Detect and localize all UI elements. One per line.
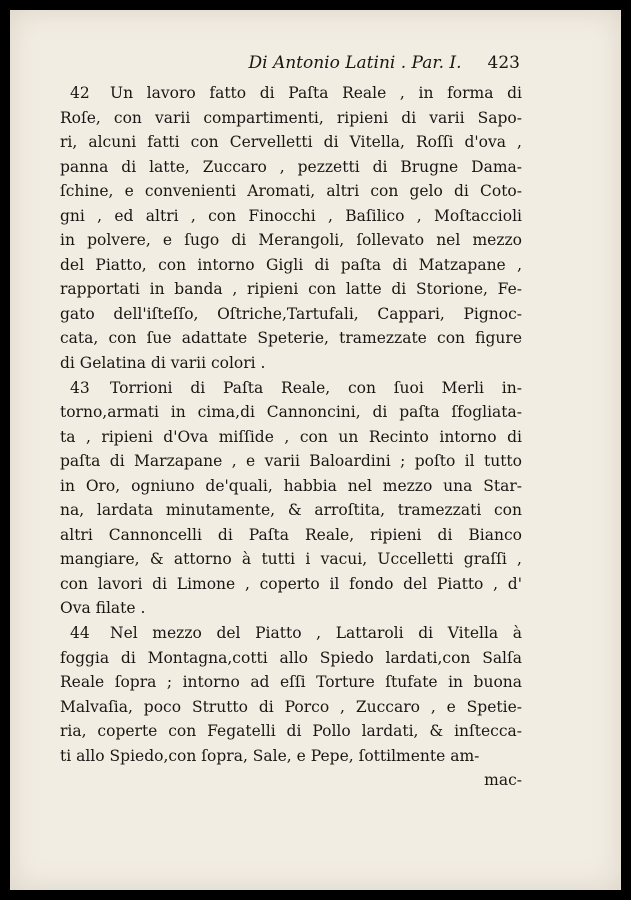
line-text: rapportati in banda , ripieni con latte di Storione, Fe-	[60, 280, 522, 299]
text-line	[60, 744, 522, 769]
text-line	[60, 695, 522, 720]
text-line	[60, 400, 522, 425]
line-text: ſchine, e convenienti Aromati, altri con gelo di Coto-	[60, 182, 522, 201]
text-line	[60, 572, 522, 597]
line-text: del Piatto, con intorno Gigli di paſta di Matzapane ,	[60, 255, 522, 274]
text-line	[60, 253, 522, 278]
line-text: Nel mezzo del Piatto , Lattaroli di Vitella à	[110, 624, 522, 643]
text-line	[60, 326, 522, 351]
line-text: di Gelatina di varii colori .	[60, 354, 266, 373]
text-line	[60, 449, 522, 474]
line-text: ri, alcuni fatti con Cervelletti di Vitella, Roſſi d'ova ,	[60, 133, 522, 152]
entry-number: 42	[70, 84, 90, 102]
running-title: Di Antonio Latini . Par. I.	[248, 53, 462, 73]
page-number: 423	[487, 53, 520, 73]
text-line	[60, 106, 522, 131]
line-text: Reale ſopra ; intorno ad eſſi Torture ſtufate in buona	[60, 673, 522, 692]
text-line	[60, 621, 522, 646]
text-line	[60, 425, 522, 450]
recipe-entry	[60, 621, 522, 768]
recipe-entry	[60, 376, 522, 621]
line-text: ria, coperte con Fegatelli di Pollo lardati, & inſtecca-	[60, 722, 522, 741]
line-text: paſta di Marzapane , e varii Baloardini ; poſto il tutto	[60, 452, 522, 471]
line-text: torno,armati in cima,di Cannoncini, di paſta ſfogliata-	[60, 403, 522, 422]
text-line	[60, 81, 522, 106]
catchword: mac-	[484, 771, 522, 790]
text-line	[60, 523, 522, 548]
entry-number: 43	[70, 378, 90, 397]
book-page	[10, 10, 621, 890]
recipe-entry	[60, 81, 522, 376]
text-line	[60, 351, 522, 376]
text-line	[60, 596, 522, 621]
line-text: Roſe, con varii compartimenti, ripieni di varii Sapo-	[60, 108, 522, 127]
line-text: ti allo Spiedo,con ſopra, Sale, e Pepe, ſottilmente am-	[60, 746, 480, 765]
text-line	[60, 646, 522, 671]
text-line	[60, 670, 522, 695]
text-line	[60, 474, 522, 499]
text-line	[60, 302, 522, 327]
text-line	[60, 376, 522, 401]
text-line	[60, 228, 522, 253]
line-text: ta , ripieni d'Ova miſſide , con un Recinto intorno di	[60, 427, 522, 446]
line-text: gni , ed altri , con Finocchi , Baſilico , Moſtaccioli	[60, 206, 522, 225]
text-line	[60, 547, 522, 572]
text-line	[60, 277, 522, 302]
text-line	[60, 155, 522, 180]
line-text: Un lavoro fatto di Paſta Reale , in forma di	[110, 84, 522, 102]
line-text: Torrioni di Paſta Reale, con ſuoi Merli in-	[110, 378, 522, 397]
text-line	[60, 179, 522, 204]
line-text: panna di latte, Zuccaro , pezzetti di Brugne Dama-	[60, 157, 522, 176]
line-text: altri Cannoncelli di Paſta Reale, ripieni di Bianco	[60, 525, 522, 544]
line-text: Malvaſia, poco Strutto di Porco , Zuccaro , e Spetie-	[60, 697, 522, 716]
text-block	[60, 53, 522, 793]
line-text: in Oro, ogniuno de'quali, habbia nel mezzo una Star-	[60, 476, 522, 495]
text-line	[60, 130, 522, 155]
text-line	[60, 498, 522, 523]
line-text: con lavori di Limone , coperto il fondo del Piatto , d'	[60, 574, 522, 593]
entry-number: 44	[70, 624, 90, 643]
running-header	[60, 53, 522, 81]
line-text: gato dell'iſteſſo, Oſtriche,Tartufali, Cappari, Pignoc-	[60, 304, 522, 323]
text-line	[60, 719, 522, 744]
line-text: foggia di Montagna,cotti allo Spiedo lardati,con Salſa	[60, 648, 522, 667]
line-text: in polvere, e ſugo di Merangoli, ſollevato nel mezzo	[60, 231, 522, 250]
text-line	[60, 204, 522, 229]
line-text: mangiare, & attorno à tutti i vacui, Uccelletti graſſi ,	[60, 550, 522, 569]
line-text: na, lardata minutamente, & arroſtita, tramezzati con	[60, 501, 522, 520]
line-text: cata, con ſue adattate Speterie, tramezzate con figure	[60, 329, 522, 348]
line-text: Ova filate .	[60, 599, 146, 618]
recipe-entries	[60, 81, 522, 768]
